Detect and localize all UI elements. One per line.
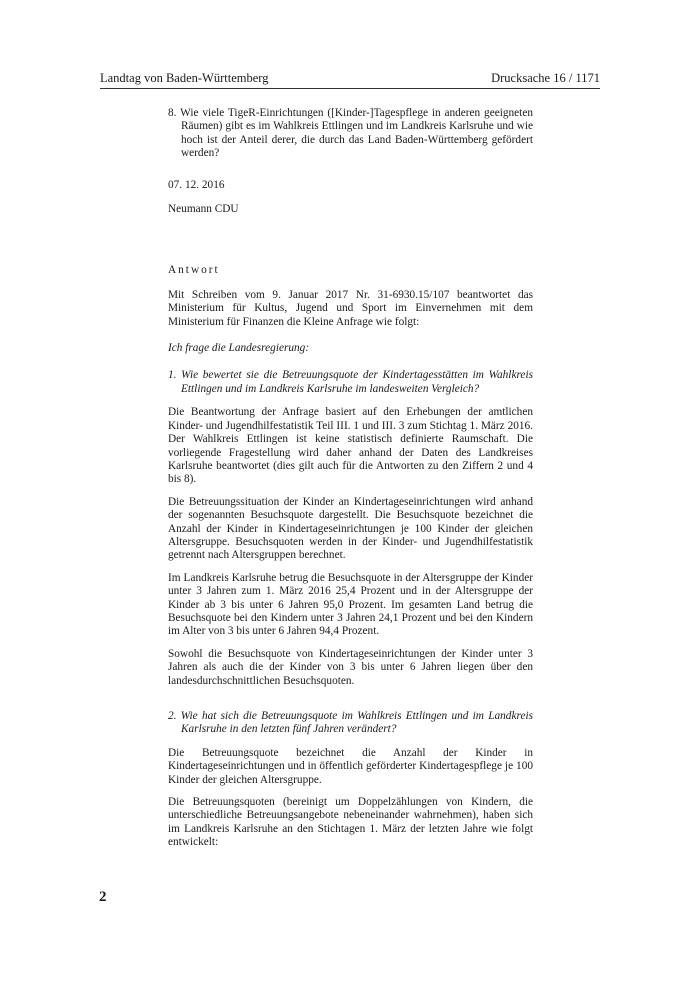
document-body [168, 107, 533, 850]
page-number: 2 [99, 889, 107, 905]
date: 07. 12. 2016 [168, 178, 225, 191]
question-8: 8. Wie viele TigeR-Einrichtungen ([Kinder-]Tagespflege in anderen geeigneten Räumen) gibt es im Wahlkreis Ettlingen und im Landkreis Karlsruhe und wie hoch ist der Anteil derer, die durch das Land Baden-Württemberg gefördert werden? [168, 107, 533, 160]
answer-intro: Mit Schreiben vom 9. Januar 2017 Nr. 31-6930.15/107 beantwortet das Ministerium für Kultus, Jugend und Sport im Einvernehmen mit dem Ministerium für Finanzen die Kleine Anfrage wie folgt: [168, 288, 533, 328]
frage-intro: Ich frage die Landesregierung: [168, 342, 310, 355]
answer-2-paragraph: Die Betreuungsquoten (bereinigt um Doppelzählungen von Kindern, die unterschiedliche Betreuungsangebote nebeneinander wahrnehmen), haben sich im Landkreis Karlsruhe an den Stichtagen 1. März der letzten Jahre wie folgt entwickelt: [168, 796, 533, 849]
answer-1-paragraph: Die Beantwortung der Anfrage basiert auf den Erhebungen der amtlichen Kinder- und Jugendhilfestatistik Teil III. 1 und III. 3 zum Stichtag 1. März 2016. Der Wahlkreis Ettlingen ist keine statistisch definierte Raumschaft. Die vorliegende Fragestellung wird daher anhand der Daten des Landkreises Karlsruhe beantwortet (dies gilt auch für die Antworten zu den Ziffern 2 und 4 bis 8). [168, 406, 533, 486]
header-rule [100, 88, 600, 89]
header-left: Landtag von Baden-Württemberg [100, 71, 269, 85]
author: Neumann CDU [168, 203, 239, 216]
antwort-heading: Antwort [168, 264, 220, 277]
question-2: 2. Wie hat sich die Betreuungsquote im Wahlkreis Ettlingen und im Landkreis Karlsruhe in den letzten fünf Jahren verändert? [168, 710, 533, 736]
answer-2-paragraph: Die Betreuungsquote bezeichnet die Anzahl der Kinder in Kindertageseinrichtungen und in öffentlich geförderter Kindertagespflege je 100 Kinder der gleichen Altersgruppe. [168, 746, 533, 786]
answer-1-paragraph: Im Landkreis Karlsruhe betrug die Besuchsquote in der Altersgruppe der Kinder unter 3 Jahren zum 1. März 2016 25,4 Prozent und in der Altersgruppe der Kinder ab 3 bis unter 6 Jahren 95,0 Prozent. Im gesamten Land betrug die Besuchsquote bei den Kindern unter 3 Jahren 24,1 Prozent und bei den Kindern im Alter von 3 bis unter 6 Jahren 94,4 Prozent. [168, 571, 533, 638]
answer-1-paragraph: Die Betreuungssituation der Kinder an Kindertageseinrichtungen wird anhand der sogenannten Besuchsquote dargestellt. Die Besuchsquote bezeichnet die Anzahl der Kinder in Kindertageseinrichtungen je 100 Kinder der gleichen Altersgruppe. Besuchsquoten werden in der Kinder- und Jugendhilfestatistik getrennt nach Altersgruppen berechnet. [168, 495, 533, 562]
header-right: Drucksache 16 / 1171 [491, 71, 600, 85]
running-header [100, 71, 600, 86]
answer-1-paragraph: Sowohl die Besuchsquote von Kindertageseinrichtungen der Kinder unter 3 Jahren als auch die der Kinder von 3 bis unter 6 Jahren liegen über den landesdurchschnittlichen Besuchsquoten. [168, 647, 533, 687]
question-1: 1. Wie bewertet sie die Betreuungsquote der Kindertagesstätten im Wahlkreis Ettlingen und im Landkreis Karlsruhe im landesweiten Vergleich? [168, 369, 533, 395]
